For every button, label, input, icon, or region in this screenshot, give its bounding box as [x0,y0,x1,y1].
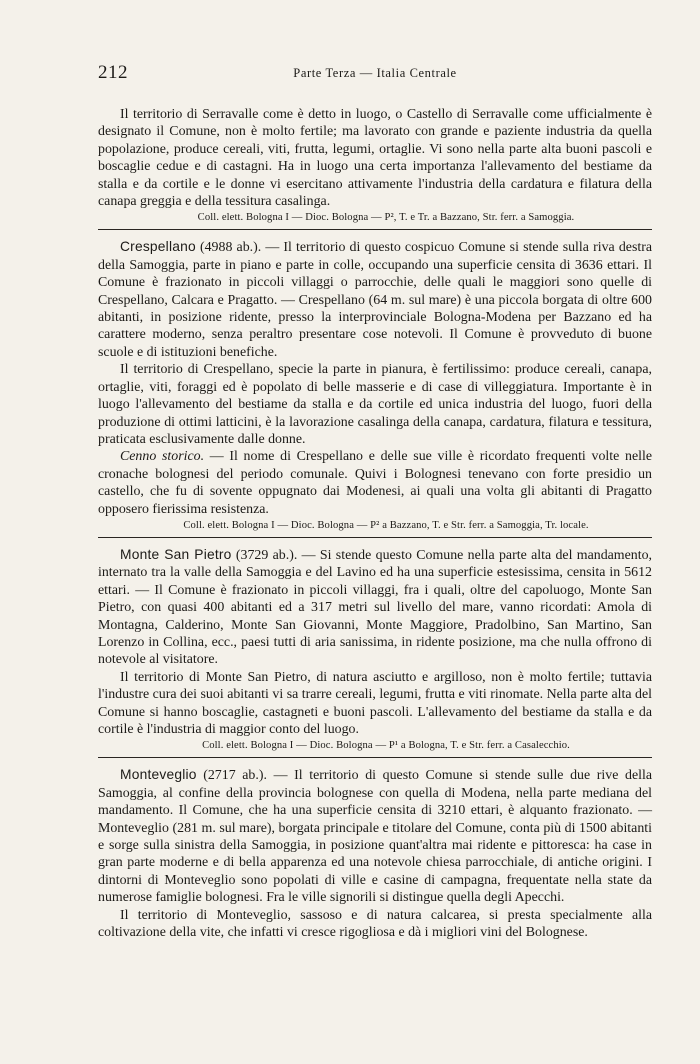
crespellano-intro-text: (4988 ab.). — Il territorio di questo cospicuo Comune si stende sulla riva destra della Samoggia, parte in piano e parte in colle, occupando una superficie censita di 3636 ettari. Il Comune è frazionato in piccoli villaggi o parrocchie, delle quali le maggiori sono quelle di Crespellano, Calcara e Pragatto. — Crespellano (64 m. sul mare) è una piccola borgata di oltre 600 abitanti, in posizione ridente, presso la interprovinciale Bologna-Modena per Bazzano ed ha carattere moderno, senza peraltro presentare cose notevoli. Il Comune è provveduto di buone scuole e di istituzioni benefiche. [98,240,652,360]
page-body [98,106,652,941]
serravalle-collegio-note: Coll. elett. Bologna I — Dioc. Bologna — P², T. e Tr. a Bazzano, Str. ferr. a Samoggia. [197,212,575,224]
monte-san-pietro-collegio-note: Coll. elett. Bologna I — Dioc. Bologna — P¹ a Bologna, T. e Str. ferr. a Casalecchio. [202,740,570,752]
serravalle-paragraph: Il territorio di Serravalle come è detto in luogo, o Castello di Serravalle come ufficialmente è designato il Comune, non è molto fertile; ma lavorato con grande e paziente industria da quella popolazione, produce cereali, viti, frutta, legumi, ortaglie. Vi sono nella parte alta buoni pascoli e boscaglie cedue e di castagni. Ha in luogo una certa importanza l'allevamento del bestiame da stalla e da cortile e le donne vi esercitano attivamente l'industria della cardatura e filatura della canapa greggia e della tessitura casalinga. [98,107,652,210]
monte-san-pietro-intro-text: (3729 ab.). — Si stende questo Comune nella parte alta del mandamento, internato tra la valle della Samoggia e del Lavino ed ha una superficie estesissima, censita in 5612 ettari. — Il Comune è frazionato in piccoli villaggi, fra i quali, oltre del capoluogo, Monte San Pietro, con quasi 400 abitanti ed a 317 metri sul livello del mare, vanno ricordati: Amola di Montagna, Calderino, Monte San Giovanni, Monte Maggiore, Pradolbino, San Martino, San Lorenzo in Collina, ecc., paesi tutti di aria sanissima, in ridente posizione, ma che nulla offrono di notevole al visitatore. [98,547,652,668]
monte-san-pietro-title: Monte San Pietro [120,546,232,562]
crespellano-collegio-note: Coll. elett. Bologna I — Dioc. Bologna — P² a Bazzano, T. e Str. ferr. a Samoggia, Tr. locale. [183,519,589,531]
cenno-storico-text: — Il nome di Crespellano e delle sue ville è ricordato frequenti volte nelle cronache bolognesi del periodo comunale. Quivi i Bolognesi tenevano con forte presidio un castello, che fu di sovente oppugnato dai Modenesi, ai quali una volta gli abitanti di Pragatto opposero fierissima resistenza. [98,449,652,517]
monteveglio-territory: Il territorio di Monteveglio, sassoso e di natura calcarea, si presta specialmente alla coltivazione della vite, che infatti vi cresce rigogliosa e dà i migliori vini del Bolognese. [98,907,652,941]
crespellano-history [98,448,652,518]
running-title: Parte Terza — Italia Centrale [293,66,457,80]
monteveglio-intro-text: (2717 ab.). — Il territorio di questo Comune si stende sulle due rive della Samoggia, al confine della provincia bolognese con quella di Modena, nella parte mediana del mandamento. Il Comune, che ha una superficie censita di 3210 ettari, è alquanto frazionato. — Monteveglio (281 m. sul mare), borgata principale e titolare del Comune, conta più di 1500 abitanti e sorge sulla sinistra della Samoggia, in posizione quant'altra mai ridente e pittoresca: ha case in gran parte moderne e di bella apparenza ed una notevole chiesa parrocchiale, di antiche origini. I dintorni di Monteveglio sono popolati di ville e casine di campagna, frequentate nella state da numerose famiglie bolognesi. Fra le ville signorili si distingue quella degli Apecchi. [98,768,652,906]
page-header [98,62,652,84]
cenno-storico-label: Cenno storico. [120,449,205,465]
crespellano-title: Crespellano [120,239,196,255]
monteveglio-title: Monteveglio [120,767,197,783]
section-divider [98,757,652,758]
monte-san-pietro-intro [98,546,652,669]
monteveglio-intro [98,766,652,906]
monte-san-pietro-territory: Il territorio di Monte San Pietro, di natura asciutto e argilloso, non è molto fertile; tuttavia l'industre cura dei suoi abitanti vi sa trarre cereali, legumi, frutta e viti rinomate. Nella parte alta del Comune si hanno boscaglie, castagneti e buoni pascoli. L'allevamento del bestiame da stalla e da cortile è l'industria di maggior conto del luogo. [98,669,652,737]
crespellano-intro [98,238,652,361]
section-divider [98,229,652,230]
section-divider [98,537,652,538]
crespellano-territory: Il territorio di Crespellano, specie la parte in pianura, è fertilissimo: produce cereali, canapa, ortaglie, viti, foraggi ed è popolato di belle masserie e di case di villeggiatura. Importante è in luogo l'allevamento del bestiame da stalla e da cortile ed unica industria del luogo, fuori della produzione di ottimi latticini, è la lavorazione casalinga della canapa, cardatura, filatura e tessitura, praticata esclusivamente dalle donne. [98,362,652,447]
page-number: 212 [98,62,128,83]
